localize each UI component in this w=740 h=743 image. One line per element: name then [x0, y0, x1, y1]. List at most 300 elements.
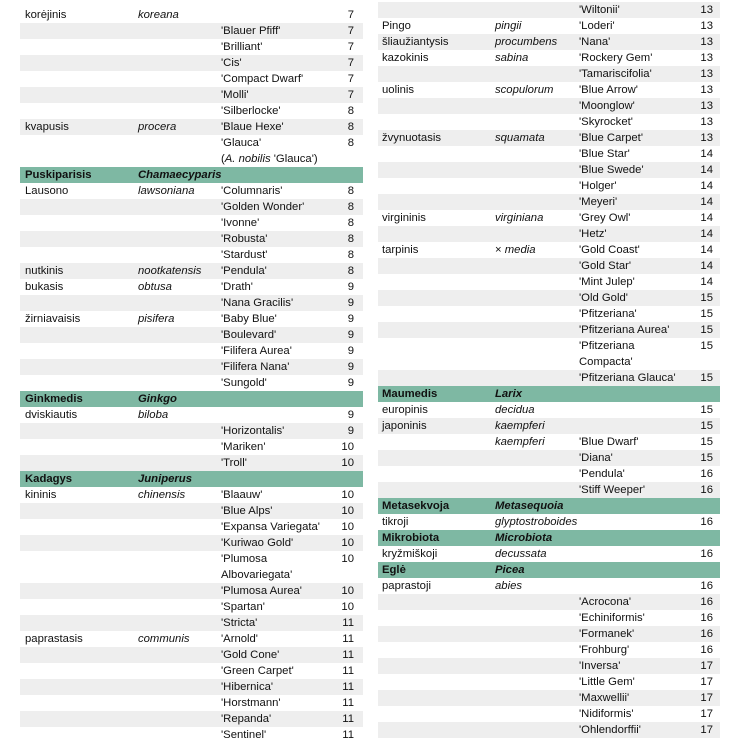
common-cell: nutkinis — [25, 265, 64, 277]
cultivar-cell: 'Sungold' — [221, 377, 267, 389]
index-row — [378, 706, 720, 722]
cultivar-cell: 'Acrocona' — [579, 596, 632, 608]
cultivar-cell: 'Repanda' — [221, 713, 272, 725]
index-row — [378, 50, 720, 66]
index-row — [20, 247, 363, 263]
page-cell: 8 — [347, 201, 354, 213]
header-common-cell: Kadagys — [25, 473, 73, 485]
cultivar-cell: 'Frohburg' — [579, 644, 630, 656]
page-cell: 8 — [347, 185, 354, 197]
header-genus-cell: Chamaecyparis — [138, 169, 222, 181]
page-cell: 11 — [342, 697, 354, 709]
index-row — [378, 2, 720, 18]
index-row — [20, 423, 363, 439]
cultivar-cell: 'Sentinel' — [221, 729, 267, 741]
cultivar-cell: 'Horstmann' — [221, 697, 281, 709]
cultivar-cell: 'Compact Dwarf' — [221, 73, 304, 85]
index-row — [20, 375, 363, 391]
genus-cell: sabina — [495, 52, 529, 64]
page-cell: 13 — [700, 84, 713, 96]
page-cell: 13 — [700, 68, 713, 80]
cultivar-cell: 'Green Carpet' — [221, 665, 294, 677]
page-cell: 14 — [700, 212, 713, 224]
index-row — [378, 434, 720, 450]
cultivar-cell: 'Pfitzeriana — [579, 340, 635, 352]
page-cell: 14 — [700, 276, 713, 288]
cultivar-cell: 'Blaauw' — [221, 489, 263, 501]
page-cell: 17 — [700, 676, 713, 688]
page-cell: 13 — [700, 100, 713, 112]
genus-cell: biloba — [138, 409, 169, 421]
page-cell: 16 — [700, 468, 713, 480]
cultivar-cell: 'Robusta' — [221, 233, 268, 245]
index-row — [378, 146, 720, 162]
cultivar-cell: 'Kuriwao Gold' — [221, 537, 294, 549]
common-cell: dviskiautis — [25, 409, 78, 421]
index-row — [20, 519, 363, 535]
cultivar-cell: 'Ivonne' — [221, 217, 260, 229]
index-row — [20, 679, 363, 695]
genus-cell: squamata — [495, 132, 545, 144]
index-row — [378, 594, 720, 610]
index-row — [378, 402, 720, 418]
cultivar-cell: 'Tamariscifolia' — [579, 68, 652, 80]
common-cell: korėjinis — [25, 9, 67, 21]
cultivar-cell: 'Blue Arrow' — [579, 84, 638, 96]
header-genus-cell: Metasequoia — [495, 500, 564, 512]
index-row — [20, 55, 363, 71]
page-cell: 9 — [347, 425, 354, 437]
index-row — [378, 258, 720, 274]
page-cell: 16 — [700, 580, 713, 592]
page-cell: 8 — [347, 137, 354, 149]
page-cell: 9 — [347, 329, 354, 341]
genus-cell: kaempferi — [495, 436, 545, 448]
index-row — [378, 658, 720, 674]
page-cell: 8 — [347, 121, 354, 133]
index-row — [20, 647, 363, 663]
index-row — [20, 263, 363, 279]
cultivar-cell: 'Hetz' — [579, 228, 607, 240]
page-cell: 14 — [700, 260, 713, 272]
index-row — [20, 439, 363, 455]
index-row — [378, 82, 720, 98]
genus-cell: communis — [138, 633, 190, 645]
cultivar-cell: 'Pfitzeriana Glauca' — [579, 372, 676, 384]
page-cell: 7 — [347, 73, 354, 85]
page-cell: 9 — [347, 313, 354, 325]
genus-cell: virginiana — [495, 212, 544, 224]
page-cell: 11 — [342, 633, 354, 645]
index-row — [20, 455, 363, 471]
genus-header-row — [378, 530, 720, 546]
index-row — [20, 119, 363, 135]
page-cell: 7 — [347, 25, 354, 37]
page-cell: 13 — [700, 4, 713, 16]
page-cell: 15 — [700, 436, 713, 448]
page-cell: 14 — [700, 148, 713, 160]
cultivar-cell: 'Drath' — [221, 281, 253, 293]
cultivar-cell: 'Pendula' — [221, 265, 267, 277]
cultivar-cell: 'Nana Gracilis' — [221, 297, 294, 309]
page-cell: 16 — [700, 596, 713, 608]
cultivar-cell: 'Blue Star' — [579, 148, 630, 160]
genus-cell: obtusa — [138, 281, 172, 293]
index-row — [378, 18, 720, 34]
index-row — [378, 514, 720, 530]
cultivar-cell: 'Blue Alps' — [221, 505, 273, 517]
index-row — [20, 695, 363, 711]
page-cell: 10 — [341, 441, 354, 453]
cultivar-cell: 'Troll' — [221, 457, 247, 469]
page-cell: 16 — [700, 484, 713, 496]
common-cell: kininis — [25, 489, 57, 501]
header-genus-cell: Picea — [495, 564, 525, 576]
cultivar-cell: 'Gold Star' — [579, 260, 632, 272]
index-row — [378, 674, 720, 690]
index-row — [378, 194, 720, 210]
cultivar-cell: 'Pfitzeriana' — [579, 308, 637, 320]
cultivar-cell: 'Blaue Hexe' — [221, 121, 284, 133]
header-common-cell: Mikrobiota — [382, 532, 440, 544]
genus-header-row — [20, 167, 363, 183]
page-cell: 10 — [341, 489, 354, 501]
cultivar-cell: 'Moonglow' — [579, 100, 635, 112]
cultivar-cell: 'Blue Carpet' — [579, 132, 643, 144]
index-row — [20, 583, 363, 599]
page-cell: 9 — [347, 281, 354, 293]
page-cell: 16 — [700, 516, 713, 528]
index-row — [20, 7, 363, 23]
cultivar-cell: Albovariegata' — [221, 569, 293, 581]
cultivar-cell: 'Old Gold' — [579, 292, 628, 304]
cultivar-cell: 'Pendula' — [579, 468, 625, 480]
cultivar-cell: 'Gold Cone' — [221, 649, 280, 661]
cultivar-cell: 'Horizontalis' — [221, 425, 285, 437]
page-cell: 17 — [700, 692, 713, 704]
cultivar-cell: 'Golden Wonder' — [221, 201, 305, 213]
genus-header-row — [20, 391, 363, 407]
page-cell: 10 — [341, 601, 354, 613]
genus-cell: chinensis — [138, 489, 186, 501]
header-common-cell: Puskiparisis — [25, 169, 92, 181]
common-cell: kryžmiškoji — [382, 548, 438, 560]
page-cell: 15 — [700, 292, 713, 304]
common-cell: paprastasis — [25, 633, 83, 645]
cultivar-cell: 'Formanek' — [579, 628, 635, 640]
page-cell: 13 — [700, 132, 713, 144]
page-cell: 9 — [347, 345, 354, 357]
cultivar-cell: Compacta' — [579, 356, 633, 368]
genus-cell: abies — [495, 580, 523, 592]
index-row — [378, 274, 720, 290]
index-row — [378, 690, 720, 706]
page-cell: 9 — [347, 361, 354, 373]
genus-cell: scopulorum — [495, 84, 554, 96]
page-cell: 11 — [342, 729, 354, 741]
index-row — [20, 135, 363, 151]
index-row — [20, 567, 363, 583]
common-cell: Lausono — [25, 185, 69, 197]
common-cell: tarpinis — [382, 244, 419, 256]
genus-cell: decidua — [495, 404, 535, 416]
page-cell: 13 — [700, 116, 713, 128]
page-cell: 17 — [700, 708, 713, 720]
index-row — [378, 418, 720, 434]
page-cell: 11 — [342, 681, 354, 693]
index-row — [378, 290, 720, 306]
index-row — [20, 151, 363, 167]
cultivar-cell: 'Mariken' — [221, 441, 266, 453]
header-genus-cell: Microbiota — [495, 532, 553, 544]
index-row — [20, 631, 363, 647]
index-row — [378, 482, 720, 498]
cultivar-cell: 'Diana' — [579, 452, 613, 464]
page-cell: 7 — [347, 89, 354, 101]
header-common-cell: Metasekvoja — [382, 500, 450, 512]
cultivar-cell: 'Columnaris' — [221, 185, 283, 197]
header-genus-cell: Ginkgo — [138, 393, 177, 405]
genus-cell: nootkatensis — [138, 265, 202, 277]
page-cell: 14 — [700, 164, 713, 176]
cultivar-cell: 'Arnold' — [221, 633, 258, 645]
page-cell: 16 — [700, 548, 713, 560]
cultivar-cell: 'Spartan' — [221, 601, 265, 613]
page-cell: 13 — [700, 36, 713, 48]
header-genus-cell: Larix — [495, 388, 523, 400]
common-cell: kazokinis — [382, 52, 429, 64]
page-cell: 15 — [700, 404, 713, 416]
common-cell: kvapusis — [25, 121, 69, 133]
index-row — [20, 231, 363, 247]
cultivar-cell: 'Gold Coast' — [579, 244, 640, 256]
common-cell: tikroji — [382, 516, 409, 528]
cultivar-cell: 'Stricta' — [221, 617, 258, 629]
page-cell: 11 — [342, 649, 354, 661]
index-row — [378, 354, 720, 370]
cultivar-cell: 'Hibernica' — [221, 681, 274, 693]
index-row — [20, 551, 363, 567]
page-cell: 9 — [347, 409, 354, 421]
page-cell: 10 — [341, 457, 354, 469]
header-common-cell: Maumedis — [382, 388, 438, 400]
index-row — [20, 343, 363, 359]
genus-header-row — [378, 562, 720, 578]
index-row — [20, 295, 363, 311]
cultivar-cell: 'Inversa' — [579, 660, 621, 672]
index-row — [378, 98, 720, 114]
page-cell: 9 — [347, 297, 354, 309]
index-row — [378, 242, 720, 258]
index-row — [20, 599, 363, 615]
page-cell: 15 — [700, 452, 713, 464]
common-cell: žirniavaisis — [25, 313, 81, 325]
page-cell: 9 — [347, 377, 354, 389]
genus-header-row — [378, 498, 720, 514]
cultivar-cell: 'Molli' — [221, 89, 249, 101]
cultivar-cell: 'Cis' — [221, 57, 242, 69]
index-row — [378, 546, 720, 562]
cultivar-cell: 'Blue Swede' — [579, 164, 644, 176]
cultivar-cell: 'Little Gem' — [579, 676, 635, 688]
common-cell: virgininis — [382, 212, 426, 224]
page-cell: 7 — [347, 9, 354, 21]
common-cell: žvynuotasis — [382, 132, 442, 144]
common-cell: uolinis — [382, 84, 415, 96]
index-row — [20, 39, 363, 55]
common-cell: paprastoji — [382, 580, 431, 592]
header-common-cell: Ginkmedis — [25, 393, 83, 405]
index-row — [20, 663, 363, 679]
page-cell: 16 — [700, 644, 713, 656]
index-row — [20, 0, 363, 7]
page-cell: 11 — [342, 665, 354, 677]
page-cell: 14 — [700, 244, 713, 256]
page-cell: 8 — [347, 233, 354, 245]
page-cell: 15 — [700, 372, 713, 384]
cultivar-cell: 'Brilliant' — [221, 41, 263, 53]
cultivar-cell: 'Nana' — [579, 36, 611, 48]
cultivar-cell: 'Glauca' — [221, 137, 262, 149]
page-cell: 8 — [347, 249, 354, 261]
page-cell: 10 — [341, 585, 354, 597]
page-cell: 8 — [347, 265, 354, 277]
genus-cell: lawsoniana — [138, 185, 195, 197]
index-row — [20, 615, 363, 631]
page-cell: 16 — [700, 612, 713, 624]
page-cell: 17 — [700, 660, 713, 672]
cultivar-cell: (A. nobilis 'Glauca') — [221, 153, 318, 165]
index-row — [20, 727, 363, 743]
genus-cell: kaempferi — [495, 420, 545, 432]
cultivar-cell: 'Grey Owl' — [579, 212, 631, 224]
index-row — [20, 87, 363, 103]
index-row — [378, 226, 720, 242]
genus-cell: pingii — [495, 20, 522, 32]
index-row — [20, 535, 363, 551]
index-row — [20, 407, 363, 423]
page-cell: 10 — [341, 537, 354, 549]
genus-cell: pisifera — [138, 313, 175, 325]
page-cell: 11 — [342, 617, 354, 629]
genus-cell: koreana — [138, 9, 179, 21]
page-cell: 16 — [700, 628, 713, 640]
index-row — [378, 466, 720, 482]
page-cell: 7 — [347, 41, 354, 53]
cultivar-cell: 'Holger' — [579, 180, 617, 192]
index-row — [378, 642, 720, 658]
cultivar-cell: 'Baby Blue' — [221, 313, 277, 325]
page-cell: 13 — [700, 52, 713, 64]
index-row — [20, 279, 363, 295]
cultivar-cell: 'Pfitzeriana Aurea' — [579, 324, 670, 336]
cultivar-cell: 'Rockery Gem' — [579, 52, 653, 64]
index-row — [20, 311, 363, 327]
common-cell: bukasis — [25, 281, 64, 293]
cultivar-cell: 'Loderi' — [579, 20, 615, 32]
page-cell: 11 — [342, 713, 354, 725]
index-row — [378, 610, 720, 626]
page-cell: 14 — [700, 196, 713, 208]
index-row — [20, 71, 363, 87]
cultivar-cell: 'Expansa Variegata' — [221, 521, 320, 533]
page-cell: 15 — [700, 324, 713, 336]
index-row — [20, 503, 363, 519]
index-row — [378, 306, 720, 322]
genus-cell: × media — [495, 244, 536, 256]
cultivar-cell: 'Wiltonii' — [579, 4, 620, 16]
index-row — [378, 210, 720, 226]
cultivar-cell: 'Plumosa — [221, 553, 268, 565]
genus-header-row — [378, 386, 720, 402]
index-row — [20, 23, 363, 39]
genus-cell: procumbens — [495, 36, 558, 48]
common-cell: europinis — [382, 404, 428, 416]
cultivar-cell: 'Blue Dwarf' — [579, 436, 639, 448]
index-row — [378, 178, 720, 194]
cultivar-cell: 'Maxwellii' — [579, 692, 630, 704]
genus-cell: glyptostroboides — [495, 516, 578, 528]
index-row — [20, 183, 363, 199]
page-cell: 13 — [700, 20, 713, 32]
cultivar-cell: 'Stardust' — [221, 249, 268, 261]
page-cell: 14 — [700, 228, 713, 240]
page-cell: 17 — [700, 724, 713, 736]
cultivar-cell: 'Stiff Weeper' — [579, 484, 646, 496]
genus-cell: procera — [138, 121, 177, 133]
index-row — [378, 322, 720, 338]
index-row — [378, 162, 720, 178]
index-row — [20, 215, 363, 231]
page-cell: 14 — [700, 180, 713, 192]
index-row — [20, 327, 363, 343]
index-row — [20, 487, 363, 503]
index-row — [20, 199, 363, 215]
index-row — [378, 450, 720, 466]
index-row — [378, 722, 720, 738]
page-cell: 15 — [700, 420, 713, 432]
header-genus-cell: Juniperus — [138, 473, 192, 485]
page-cell: 10 — [341, 505, 354, 517]
common-cell: Pingo — [382, 20, 411, 32]
index-row — [20, 711, 363, 727]
common-cell: japoninis — [382, 420, 427, 432]
index-row — [378, 578, 720, 594]
page-cell: 10 — [341, 553, 354, 565]
index-row — [378, 338, 720, 354]
index-row — [20, 103, 363, 119]
cultivar-cell: 'Boulevard' — [221, 329, 277, 341]
genus-cell: decussata — [495, 548, 547, 560]
cultivar-cell: 'Filifera Aurea' — [221, 345, 292, 357]
page-cell: 8 — [347, 105, 354, 117]
page-cell: 15 — [700, 308, 713, 320]
index-row — [378, 114, 720, 130]
cultivar-cell: 'Nidiformis' — [579, 708, 634, 720]
index-row — [378, 130, 720, 146]
index-row — [20, 359, 363, 375]
index-row — [378, 370, 720, 386]
page-cell: 15 — [700, 340, 713, 352]
cultivar-cell: 'Filifera Nana' — [221, 361, 290, 373]
cultivar-cell: 'Ohlendorffii' — [579, 724, 641, 736]
index-row — [378, 626, 720, 642]
genus-header-row — [20, 471, 363, 487]
cultivar-cell: 'Meyeri' — [579, 196, 618, 208]
cultivar-cell: 'Echiniformis' — [579, 612, 645, 624]
common-cell: šliaužiantysis — [382, 36, 449, 48]
page-cell: 8 — [347, 217, 354, 229]
